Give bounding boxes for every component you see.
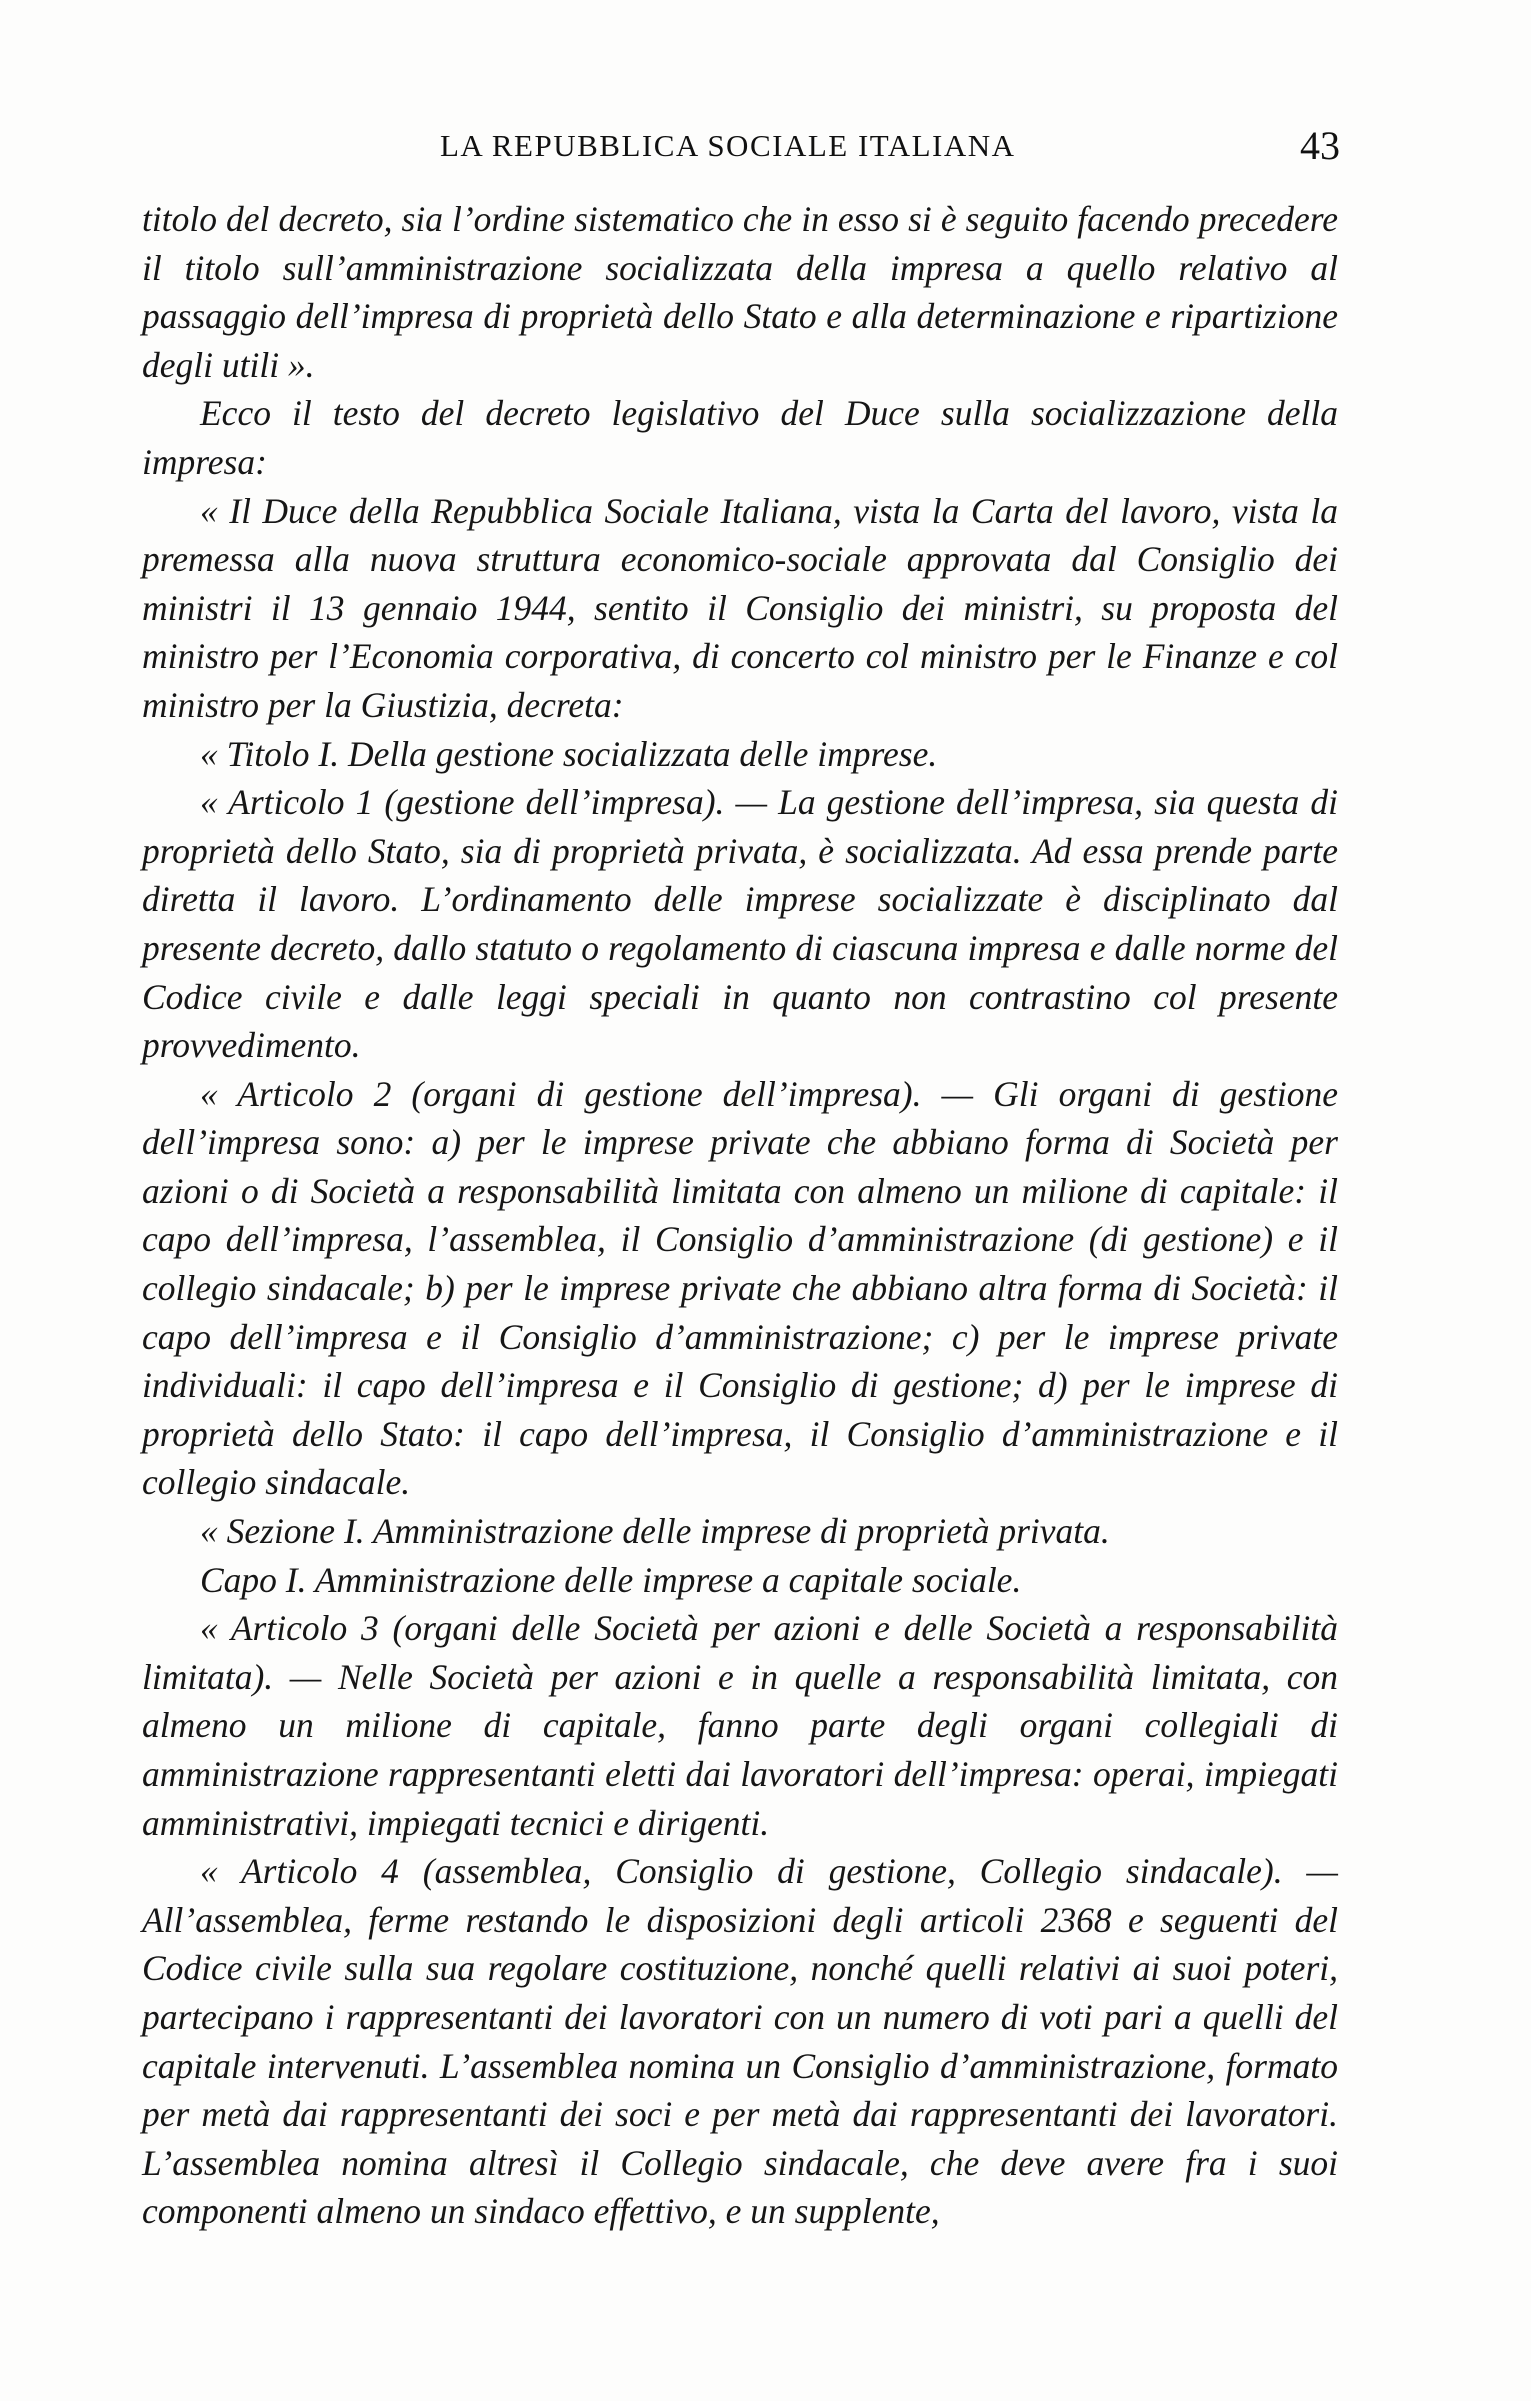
running-head	[140, 122, 1340, 172]
page-number: 43	[1300, 123, 1340, 168]
title-heading: « Titolo I. Della gestione socializzata delle imprese.	[200, 733, 938, 774]
paragraph-preamble: « Il Duce della Repubblica Sociale Italiana, vista la Carta del lavoro, vista la premessa alla nuova struttura economico-sociale approvata dal Consiglio dei ministri il 13 gennaio 1944, sentito il Consiglio dei ministri, su proposta del ministro per l’Economia corporativa, di concerto col ministro per le Finanze e col ministro per la Giustizia, decreta:	[142, 490, 1338, 725]
paragraph-continuation: titolo del decreto, sia l’ordine sistematico che in esso si è seguito facendo precedere il titolo sull’amministrazione socializzata della impresa a quello relativo al passaggio dell’impresa di proprietà dello Stato e alla determinazione e ripartizione degli utili ».	[142, 199, 1338, 385]
paragraph-intro: Ecco il testo del decreto legislativo del Duce sulla socializzazione della impresa:	[142, 393, 1338, 482]
chapter-heading: Capo I. Amministrazione delle imprese a capitale sociale.	[200, 1559, 1022, 1600]
body-text	[142, 195, 1338, 2236]
article-1: « Articolo 1 (gestione dell’impresa). — La gestione dell’impresa, sia questa di proprietà dello Stato, sia di proprietà privata, è socializzata. Ad essa prende parte diretta il lavoro. L’ordinamento delle imprese socializzate è disciplinato dal presente decreto, dallo statuto o regolamento di ciascuna impresa e dalle norme del Codice civile e dalle leggi speciali in quanto non contrastino col presente provvedimento.	[142, 782, 1338, 1066]
running-title: LA REPUBBLICA SOCIALE ITALIANA	[440, 128, 1016, 163]
article-2: « Articolo 2 (organi di gestione dell’impresa). — Gli organi di gestione dell’impresa sono: a) per le imprese private che abbiano forma di Società per azioni o di Società a responsabilità limitata con almeno un milione di capitale: il capo dell’impresa, l’assemblea, il Consiglio d’amministrazione (di gestione) e il collegio sindacale; b) per le imprese private che abbiano altra forma di Società: il capo dell’impresa e il Consiglio d’amministrazione; c) per le imprese private individuali: il capo dell’impresa e il Consiglio di gestione; d) per le imprese di proprietà dello Stato: il capo dell’impresa, il Consiglio d’amministrazione e il collegio sindacale.	[142, 1073, 1338, 1503]
article-3: « Articolo 3 (organi delle Società per azioni e delle Società a responsabilità limitata). — Nelle Società per azioni e in quelle a responsabilità limitata, con almeno un milione di capitale, fanno parte degli organi collegiali di amministrazione rappresentanti eletti dai lavoratori dell’impresa: operai, impiegati amministrativi, impiegati tecnici e dirigenti.	[142, 1608, 1338, 1843]
article-4: « Articolo 4 (assemblea, Consiglio di gestione, Collegio sindacale). — All’assemblea, ferme restando le disposizioni degli articoli 2368 e seguenti del Codice civile sulla sua regolare costituzione, nonché quelli relativi ai suoi poteri, partecipano i rappresentanti dei lavoratori con un numero di voti pari a quelli del capitale intervenuti. L’assemblea nomina un Consiglio d’amministrazione, formato per metà dai rappresentanti dei soci e per metà dai rappresentanti dei lavoratori. L’assemblea nomina altresì il Collegio sindacale, che deve avere fra i suoi componenti almeno un sindaco effettivo, e un supplente,	[142, 1851, 1338, 2232]
section-heading: « Sezione I. Amministrazione delle imprese di proprietà privata.	[200, 1511, 1110, 1552]
